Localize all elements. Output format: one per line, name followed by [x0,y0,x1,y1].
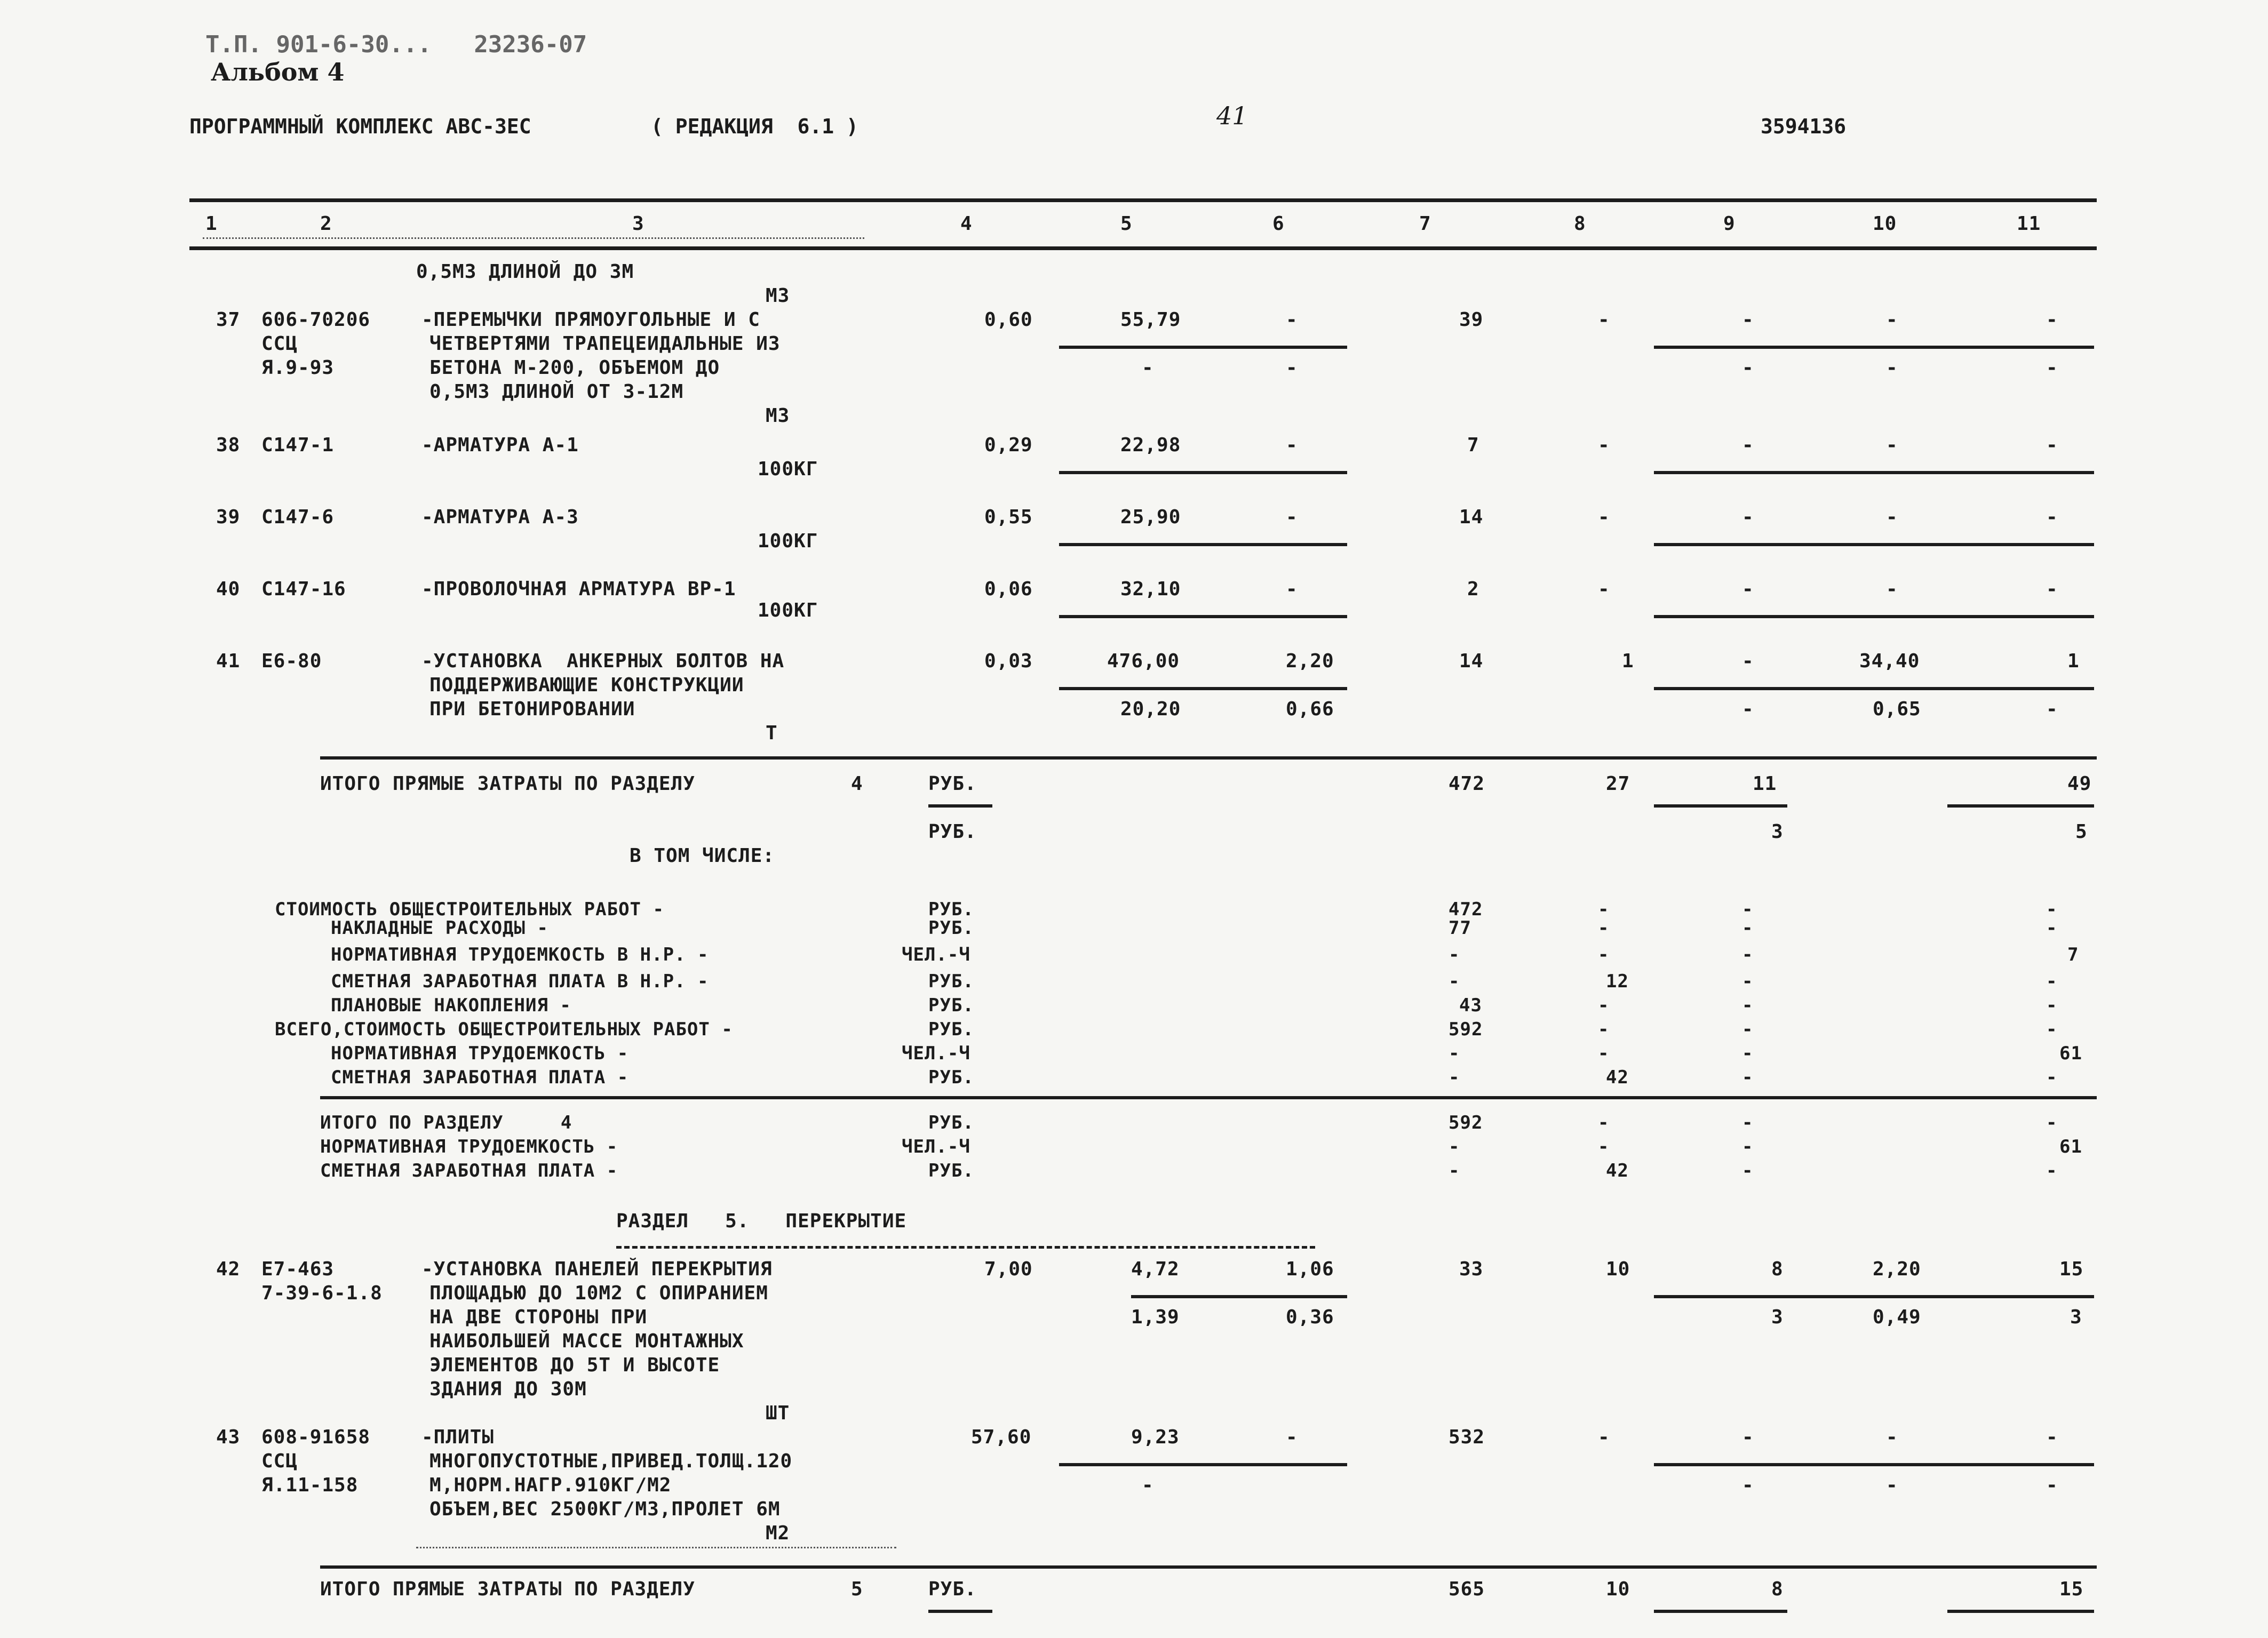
cell-hours: - [2046,1426,2058,1448]
cell-separator [1654,1610,1787,1613]
archive-stamp: Т.П. 901-6-30... 23236-07 [205,31,587,58]
cell-separator [1059,1463,1347,1466]
row-code: ССЦ [261,1450,298,1472]
row-number: 41 [216,650,241,672]
totals-label: ИТОГО ПРЯМЫЕ ЗАТРАТЫ ПО РАЗДЕЛУ [320,1578,695,1600]
summary-label: ВСЕГО,СТОИМОСТЬ ОБЩЕСТРОИТЕЛЬНЫХ РАБОТ - [275,1019,733,1040]
cell-hours-b: - [2046,1474,2058,1496]
row-unit: Т [766,722,778,744]
col-header-10: 10 [1873,213,1897,235]
section-total-total: - [1449,1160,1460,1181]
row-number: 40 [216,578,241,600]
summary-label: НОРМАТИВНАЯ ТРУДОЕМКОСТЬ - [331,1043,629,1064]
cell-separator [1654,471,2094,474]
row-description: -АРМАТУРА А-1 [421,434,579,456]
cell-mach-cost-wage: - [1286,357,1298,379]
row-code: Е7-463 [261,1258,335,1280]
cell-quantity: 0,55 [984,506,1033,528]
summary-unit: РУБ. [928,899,974,920]
row-unit: М2 [766,1522,790,1544]
cell-machine: - [1742,1426,1754,1448]
row-number: 39 [216,506,241,528]
summary-label: НАКЛАДНЫЕ РАСХОДЫ - [331,917,548,939]
row-description: -ПЛИТЫ [421,1426,495,1448]
row-description: -УСТАНОВКА ПАНЕЛЕЙ ПЕРЕКРЫТИЯ [421,1258,773,1280]
cell-separator [1059,543,1347,546]
cell-labor-b: 0,65 [1873,698,1921,720]
totals-machine: 11 [1753,773,1777,795]
cell-labor: 34,40 [1859,650,1920,672]
cell-separator [1654,1463,2094,1466]
cell-unit-cost: 32,10 [1120,578,1181,600]
col-header-5: 5 [1120,213,1133,235]
summary-unit: ЧЕЛ.-Ч [902,1043,970,1064]
summary-hours: - [2046,917,2058,939]
cell-quantity: 0,60 [984,309,1033,331]
summary-total: 472 [1449,899,1483,920]
cell-wage: - [1598,434,1610,456]
row-description: ОБЪЕМ,ВЕС 2500КГ/М3,ПРОЛЕТ 6М [429,1498,781,1520]
program-title: ПРОГРАММНЫЙ КОМПЛЕКС АВС-3ЕС [189,115,531,138]
cell-mach-cost-wage: 0,66 [1286,698,1334,720]
cell-wage: 10 [1606,1258,1630,1280]
section-5-underline [616,1246,1315,1249]
row-code: С147-16 [261,578,346,600]
summary-hours: 7 [2067,944,2079,965]
cell-mach-cost: 1,06 [1286,1258,1334,1280]
cell-hours: 1 [2067,650,2080,672]
row-code: 608-91658 [261,1426,371,1448]
cell-quantity: 7,00 [984,1258,1033,1280]
row-code: Я.9-93 [261,357,335,379]
cell-wage: - [1598,506,1610,528]
summary-machine: - [1742,971,1754,992]
totals-unit: РУБ. [928,1578,977,1600]
summary-machine: - [1742,1067,1754,1088]
cell-unit-cost: 476,00 [1107,650,1180,672]
summary-total: 592 [1449,1019,1483,1040]
summary-unit: РУБ. [928,995,974,1016]
col-header-9: 9 [1723,213,1736,235]
totals-machine-wage: 3 [1771,821,1784,843]
totals-hours: 15 [2059,1578,2084,1600]
album-label: Альбом 4 [211,58,345,86]
row-leader [416,1547,896,1548]
row-number: 42 [216,1258,241,1280]
cell-unit-cost-wage: 20,20 [1120,698,1181,720]
cell-mach-cost: - [1286,1426,1298,1448]
cell-unit-cost: 55,79 [1120,309,1181,331]
cell-quantity: 0,06 [984,578,1033,600]
cell-machine-wage: - [1742,698,1754,720]
row-description: ЧЕТВЕРТЯМИ ТРАПЕЦЕИДАЛЬНЫЕ ИЗ [429,333,781,355]
cell-machine: - [1742,506,1754,528]
header-top-rule [189,198,2097,202]
cell-labor: - [1886,1426,1898,1448]
totals-5-rule [320,1565,2097,1569]
cell-hours: - [2046,309,2058,331]
cell-mach-cost: 2,20 [1286,650,1334,672]
summary-label: СМЕТНАЯ ЗАРАБОТНАЯ ПЛАТА - [331,1067,629,1088]
row-unit: ШТ [766,1402,790,1424]
page-number: 41 [1216,101,1248,130]
section-total-machine: - [1742,1112,1754,1133]
cell-hours: - [2046,506,2058,528]
totals-machine: 8 [1771,1578,1784,1600]
cell-wage: 1 [1622,650,1634,672]
summary-machine: - [1742,944,1754,965]
row-code: Е6-80 [261,650,322,672]
edition: ( РЕДАКЦИЯ 6.1 ) [651,115,858,138]
cell-wage: - [1598,1426,1610,1448]
cell-mach-cost: - [1286,578,1298,600]
totals-unit-2: РУБ. [928,821,977,843]
cell-quantity: 0,03 [984,650,1033,672]
cell-total: 33 [1459,1258,1484,1280]
row-code: Я.11-158 [261,1474,359,1496]
section-total-wage: - [1598,1112,1610,1133]
cell-mach-cost: - [1286,434,1298,456]
cell-quantity: 0,29 [984,434,1033,456]
including-label: В ТОМ ЧИСЛЕ: [630,845,775,867]
summary-hours: - [2046,1019,2058,1040]
row-description: БЕТОНА М-200, ОБЪЕМОМ ДО [429,357,720,379]
col-header-7: 7 [1419,213,1431,235]
cell-hours: - [2046,578,2058,600]
summary-label: НОРМАТИВНАЯ ТРУДОЕМКОСТЬ В Н.Р. - [331,944,709,965]
summary-wage: - [1598,1019,1610,1040]
cell-separator [1654,543,2094,546]
section-total-total: - [1449,1136,1460,1157]
cell-mach-cost: - [1286,506,1298,528]
row-description: НА ДВЕ СТОРОНЫ ПРИ [429,1306,648,1328]
summary-label: ПЛАНОВЫЕ НАКОПЛЕНИЯ - [331,995,571,1016]
cell-separator [1059,687,1347,690]
cell-hours: - [2046,434,2058,456]
cell-separator [1654,804,1787,808]
summary-total: 77 [1449,917,1471,939]
section-total-hours: 61 [2059,1136,2082,1157]
row-description: М,НОРМ.НАГР.910КГ/М2 [429,1474,672,1496]
cell-mach-cost-wage: 0,36 [1286,1306,1334,1328]
summary-machine: - [1742,899,1754,920]
cell-labor-b: - [1886,357,1898,379]
cell-total: 14 [1459,650,1484,672]
cell-wage: - [1598,309,1610,331]
cell-total: 14 [1459,506,1484,528]
cell-unit-cost: 22,98 [1120,434,1181,456]
cell-unit-cost-wage: 1,39 [1131,1306,1180,1328]
row-description: 0,5М3 ДЛИНОЙ ОТ 3-12М [429,381,684,403]
col-header-11: 11 [2017,213,2041,235]
cell-machine-wage: - [1742,357,1754,379]
cell-total: 532 [1449,1426,1485,1448]
cell-machine: - [1742,434,1754,456]
summary-wage: - [1598,899,1610,920]
cell-machine: - [1742,650,1754,672]
cell-separator [1947,1610,2094,1613]
summary-unit: РУБ. [928,971,974,992]
row-unit: М3 [766,405,790,427]
totals-wage: 10 [1606,1578,1630,1600]
row-code: 7-39-6-1.8 [261,1282,383,1304]
summary-unit: РУБ. [928,1067,974,1088]
summary-wage: - [1598,1043,1610,1064]
header-bottom-rule [189,246,2097,250]
row-description: -ПЕРЕМЫЧКИ ПРЯМОУГОЛЬНЫЕ И С [421,309,760,331]
cell-separator [1654,687,2094,690]
cell-separator [928,1610,992,1613]
section-5-title: РАЗДЕЛ 5. ПЕРЕКРЫТИЕ [616,1210,907,1232]
cell-hours-b: - [2046,698,2058,720]
summary-machine: - [1742,1043,1754,1064]
document-code: 3594136 [1761,115,1847,138]
cell-total: 39 [1459,309,1484,331]
totals-label: ИТОГО ПРЯМЫЕ ЗАТРАТЫ ПО РАЗДЕЛУ [320,773,695,795]
row-description: ЭЛЕМЕНТОВ ДО 5Т И ВЫСОТЕ [429,1354,720,1376]
cell-hours-b: 3 [2070,1306,2082,1328]
col-header-2: 2 [320,213,332,235]
cell-total: 2 [1467,578,1479,600]
row-description: -АРМАТУРА А-3 [421,506,579,528]
cell-labor-b: - [1886,1474,1898,1496]
section-total-unit: РУБ. [928,1112,974,1133]
row-description: МНОГОПУСТОТНЫЕ,ПРИВЕД.ТОЛЩ.120 [429,1450,793,1472]
cell-machine-wage: 3 [1771,1306,1784,1328]
cell-machine-wage: - [1742,1474,1754,1496]
section-total-wage: - [1598,1136,1610,1157]
summary-hours: 61 [2059,1043,2082,1064]
cell-quantity: 57,60 [971,1426,1032,1448]
row-description: ПОДДЕРЖИВАЮЩИЕ КОНСТРУКЦИИ [429,674,744,696]
summary-wage: - [1598,917,1610,939]
row-code: С147-6 [261,506,335,528]
cell-mach-cost: - [1286,309,1298,331]
row-continuation-unit: М3 [766,285,790,307]
totals-section-number: 5 [851,1578,863,1600]
summary-hours: - [2046,995,2058,1016]
section-total-machine: - [1742,1136,1754,1157]
cell-labor: - [1886,506,1898,528]
row-description: ПРИ БЕТОНИРОВАНИИ [429,698,635,720]
cell-separator [1654,615,2094,618]
header-leader [203,237,864,239]
cell-unit-cost: 4,72 [1131,1258,1180,1280]
col-header-1: 1 [205,213,218,235]
cell-labor: - [1886,309,1898,331]
summary-total: - [1449,1067,1460,1088]
summary-unit: РУБ. [928,1019,974,1040]
col-header-8: 8 [1574,213,1586,235]
cell-labor: - [1886,578,1898,600]
row-continuation-text: 0,5М3 ДЛИНОЙ ДО 3М [416,261,634,283]
section-total-wage: 42 [1606,1160,1629,1181]
summary-hours: - [2046,971,2058,992]
summary-machine: - [1742,917,1754,939]
row-code: С147-1 [261,434,335,456]
summary-wage: 42 [1606,1067,1629,1088]
cell-unit-cost-wage: - [1142,1474,1154,1496]
cell-separator [1059,471,1347,474]
section-total-unit: РУБ. [928,1160,974,1181]
summary-label: СМЕТНАЯ ЗАРАБОТНАЯ ПЛАТА В Н.Р. - [331,971,709,992]
summary-wage: - [1598,944,1610,965]
row-unit: 100КГ [758,600,818,621]
row-description: ПЛОЩАДЬЮ ДО 10М2 С ОПИРАНИЕМ [429,1282,768,1304]
row-description: ЗДАНИЯ ДО 30М [429,1378,587,1400]
cell-labor: 2,20 [1873,1258,1921,1280]
totals-total: 565 [1449,1578,1485,1600]
summary-hours: - [2046,899,2058,920]
section-total-label: СМЕТНАЯ ЗАРАБОТНАЯ ПЛАТА - [320,1160,618,1181]
row-number: 37 [216,309,241,331]
cell-total: 7 [1467,434,1479,456]
summary-label: СТОИМОСТЬ ОБЩЕСТРОИТЕЛЬНЫХ РАБОТ - [275,899,664,920]
cell-machine: 8 [1771,1258,1784,1280]
cell-separator [928,804,992,808]
section-total-total: 592 [1449,1112,1483,1133]
cell-unit-cost: 25,90 [1120,506,1181,528]
summary-total: - [1449,944,1460,965]
summary-hours: - [2046,1067,2058,1088]
totals-wage: 27 [1606,773,1630,795]
cell-separator [1131,1295,1347,1298]
row-unit: 100КГ [758,530,818,552]
section-total-unit: ЧЕЛ.-Ч [902,1136,970,1157]
cell-unit-cost: 9,23 [1131,1426,1180,1448]
row-number: 43 [216,1426,241,1448]
row-unit: 100КГ [758,458,818,480]
cell-hours-b: - [2046,357,2058,379]
summary-total: - [1449,1043,1460,1064]
summary-unit: ЧЕЛ.-Ч [902,944,970,965]
totals-unit: РУБ. [928,773,977,795]
row-description: НАИБОЛЬШЕЙ МАССЕ МОНТАЖНЫХ [429,1330,744,1352]
cell-separator [1059,615,1347,618]
row-code: ССЦ [261,333,298,355]
totals-hours-b: 5 [2075,821,2088,843]
summary-wage: 12 [1606,971,1629,992]
summary-unit: РУБ. [928,917,974,939]
totals-hours: 49 [2067,773,2092,795]
col-header-6: 6 [1272,213,1285,235]
summary-wage: - [1598,995,1610,1016]
summary-machine: - [1742,995,1754,1016]
row-description: -ПРОВОЛОЧНАЯ АРМАТУРА ВР-1 [421,578,736,600]
summary-machine: - [1742,1019,1754,1040]
section-total-label: ИТОГО ПО РАЗДЕЛУ 4 [320,1112,572,1133]
cell-machine: - [1742,309,1754,331]
cell-hours: 15 [2059,1258,2084,1280]
summary-total: 43 [1459,995,1482,1016]
section-total-hours: - [2046,1112,2058,1133]
row-number: 38 [216,434,241,456]
totals-section-number: 4 [851,773,863,795]
section-total-rule [320,1096,2097,1099]
cell-separator [1654,1295,2094,1298]
col-header-4: 4 [960,213,973,235]
cell-machine: - [1742,578,1754,600]
row-code: 606-70206 [261,309,371,331]
col-header-3: 3 [632,213,644,235]
cell-wage: - [1598,578,1610,600]
totals-rule [320,756,2097,760]
cell-labor: - [1886,434,1898,456]
summary-total: - [1449,971,1460,992]
cell-separator [1947,804,2094,808]
cell-labor-b: 0,49 [1873,1306,1921,1328]
cell-separator [1654,346,2094,349]
section-total-hours: - [2046,1160,2058,1181]
section-total-machine: - [1742,1160,1754,1181]
totals-total: 472 [1449,773,1485,795]
cell-unit-cost-wage: - [1142,357,1154,379]
cell-separator [1059,346,1347,349]
row-description: -УСТАНОВКА АНКЕРНЫХ БОЛТОВ НА [421,650,785,672]
section-total-label: НОРМАТИВНАЯ ТРУДОЕМКОСТЬ - [320,1136,618,1157]
